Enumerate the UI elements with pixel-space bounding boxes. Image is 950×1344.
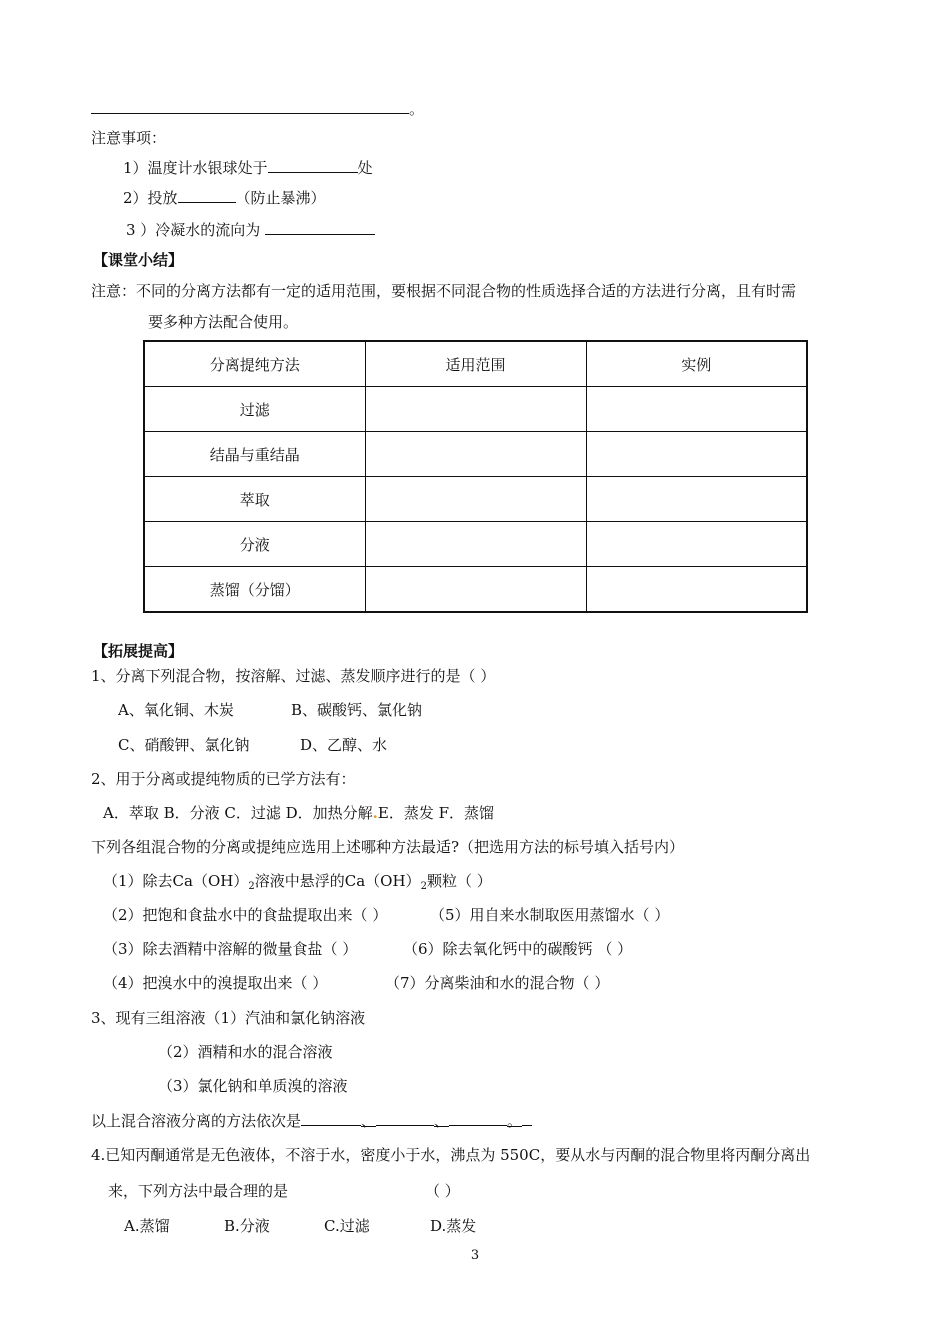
q2-item-1: （1）除去$Ca(OH)_2$溶液中悬浮的$Ca(OH)_2$颗粒（ ） (103, 872, 492, 892)
q1-option-b[interactable]: B、碳酸钙、氯化钠 (291, 701, 423, 719)
method-cell: 萃取 (144, 477, 365, 522)
q2-stem: 2、用于分离或提纯物质的已学方法有： (91, 770, 356, 788)
method-cell: 分液 (144, 522, 365, 567)
scope-cell[interactable] (365, 567, 586, 613)
top-answer-line: 。 (91, 98, 424, 119)
q2-methods: A．萃取 B．分液 C．过滤 D．加热分解.E．蒸发 F．蒸馏 (103, 804, 495, 822)
scope-cell[interactable] (365, 387, 586, 432)
q4-option-c[interactable]: C.过滤 (324, 1217, 370, 1235)
summary-table (143, 340, 808, 613)
note3-blank[interactable] (265, 219, 375, 235)
q1-option-c[interactable]: C、硝酸钾、氯化钠 (118, 736, 250, 754)
q3-blank-1[interactable] (301, 1110, 361, 1126)
q2-item-5: （5）用自来水制取医用蒸馏水（ ） (430, 906, 670, 924)
q1-option-d[interactable]: D、乙醇、水 (300, 736, 388, 754)
answer-blank[interactable] (91, 98, 409, 114)
header-scope: 适用范围 (365, 341, 586, 387)
table-row (144, 477, 807, 522)
example-cell[interactable] (586, 387, 807, 432)
q4-answer-paren[interactable]: （ ） (425, 1182, 460, 1200)
q2-item-6: （6）除去氧化钙中的碳酸钙 （ ） (403, 940, 633, 958)
scope-cell[interactable] (365, 432, 586, 477)
table-header-row (144, 341, 807, 387)
q3-answer-line: 以上混合溶液分离的方法依次是 、 、 。 (91, 1110, 532, 1131)
q2-item-3: （3）除去酒精中溶解的微量食盐（ ） (103, 940, 358, 958)
marker-dot: . (372, 804, 378, 822)
q3-stem: 3、现有三组溶液（1）汽油和氯化钠溶液 (91, 1009, 366, 1027)
q4-stem-line1: 4.已知丙酮通常是无色液体，不溶于水，密度小于水，沸点为 550C，要从水与丙酮的混合物里将丙酮分离出 (91, 1146, 811, 1164)
table-row (144, 387, 807, 432)
method-cell: 结晶与重结晶 (144, 432, 365, 477)
q4-option-d[interactable]: D.蒸发 (430, 1217, 477, 1235)
note1-blank[interactable] (268, 157, 358, 173)
header-method: 分离提纯方法 (144, 341, 365, 387)
q1-option-a[interactable]: A、氧化铜、木炭 (118, 701, 234, 719)
q2-item-4: （4）把溴水中的溴提取出来（ ） (103, 974, 328, 992)
example-cell[interactable] (586, 567, 807, 613)
example-cell[interactable] (586, 432, 807, 477)
q2-item-7: （7）分离柴油和水的混合物（ ） (385, 974, 610, 992)
extension-heading: 【拓展提高】 (93, 642, 184, 660)
example-cell[interactable] (586, 477, 807, 522)
summary-note-line2: 要多种方法配合使用。 (148, 313, 299, 331)
scope-cell[interactable] (365, 477, 586, 522)
q3-solution-2: （2）酒精和水的混合溶液 (158, 1043, 333, 1061)
method-cell: 过滤 (144, 387, 365, 432)
note-3: 3 ）冷凝水的流向为 (126, 219, 375, 240)
header-example: 实例 (586, 341, 807, 387)
q4-stem-line2: 来，下列方法中最合理的是 (108, 1182, 289, 1200)
note-2: 2）投放 （防止暴沸） (123, 189, 326, 207)
q2-instruction: 下列各组混合物的分离或提纯应选用上述哪种方法最适?（把选用方法的标号填入括号内） (91, 838, 685, 856)
table-row (144, 432, 807, 477)
q1-stem: 1、分离下列混合物，按溶解、过滤、蒸发顺序进行的是（ ） (91, 667, 496, 685)
q3-solution-3: （3）氯化钠和单质溴的溶液 (158, 1077, 348, 1095)
summary-note-line1: 注意：不同的分离方法都有一定的适用范围，要根据不同混合物的性质选择合适的方法进行分离，且有时需 (91, 282, 797, 300)
q4-option-a[interactable]: A.蒸馏 (124, 1217, 170, 1235)
q3-blank-3[interactable] (449, 1110, 507, 1126)
note2-blank[interactable] (178, 187, 236, 203)
q3-blank-2[interactable] (376, 1110, 434, 1126)
table-row (144, 522, 807, 567)
q2-item-2: （2）把饱和食盐水中的食盐提取出来（ ） (103, 906, 388, 924)
method-cell: 蒸馏（分馏） (144, 567, 365, 613)
table-row (144, 567, 807, 613)
example-cell[interactable] (586, 522, 807, 567)
page-number: 3 (470, 1248, 480, 1263)
q4-option-b[interactable]: B.分液 (224, 1217, 270, 1235)
scope-cell[interactable] (365, 522, 586, 567)
note-1: 1）温度计水银球处于 处 (123, 159, 373, 177)
summary-heading: 【课堂小结】 (93, 251, 184, 269)
notes-title: 注意事项： (91, 129, 167, 147)
